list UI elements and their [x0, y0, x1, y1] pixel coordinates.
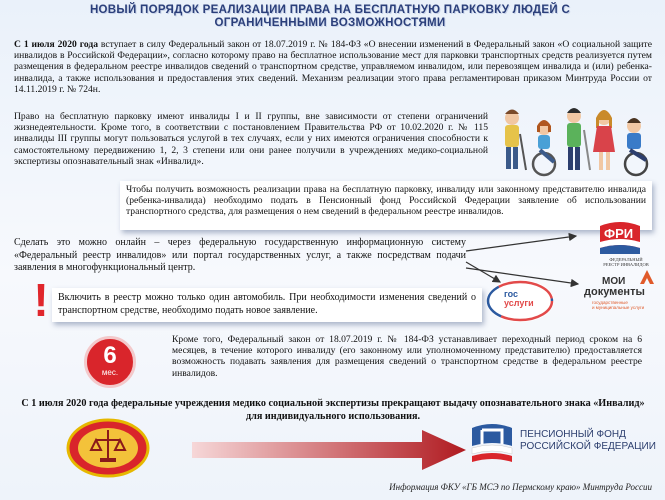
- intro-text: вступает в силу Федеральный закон от 18.07.2019 г. № 184-ФЗ «О внесении изменений в Федеральный закон «О социальной защите инвалидов в Российской Федерации», согласно которому право на бесплатное использование мест для парковки транспортных средств реализуется путем размещения в федеральном реестре инвалидов сведений о транспортном средстве, управляемом инвалидом, или перевозящем инвалида и (или) ребенка-инвалида, а также использования и предоставления этих сведений. Механизм реализации этого права регламентирован приказом Минтруда России от 14.11.2019 г. № 724н.: [14, 39, 652, 95]
- badge-unit: мес.: [101, 368, 119, 377]
- six-months-badge: [84, 336, 136, 388]
- intro-paragraph: [14, 39, 652, 95]
- application-paragraph: Чтобы получить возможность реализации права на бесплатную парковку, инвалиду или законному представителю инвалида (ребенка-инвалида) необходимо подать в Пенсионный фонд Российской Федерации заявление об использовании транспортного средства, для размещения о нем сведений в федеральном реестре инвалидов.: [126, 184, 646, 218]
- pension-fund-line2: РОССИЙСКОЙ ФЕДЕРАЦИИ: [520, 440, 656, 452]
- federal-registry-caption: [598, 257, 654, 267]
- intro-date: С 1 июля 2020 года: [14, 39, 98, 50]
- federal-registry-caption-line2: РЕЕСТР ИНВАЛИДОВ: [603, 262, 649, 267]
- arrow-to-gosuslugi: [466, 262, 500, 282]
- moi-dokumenty-caption: [592, 300, 644, 310]
- pension-fund-name: [520, 429, 660, 452]
- gosuslugi-logo: [486, 280, 554, 322]
- arrow-to-registry: [466, 236, 576, 251]
- exclamation-icon: !: [33, 274, 49, 326]
- online-paragraph: Сделать это можно онлайн – через федеральную государственную информационную систему «Федеральный реестр инвалидов» или портал государственных услуг, а также посредствам подачи заявления в многофункциональный центр.: [14, 237, 466, 274]
- badge-stop-paragraph: С 1 июля 2020 года федеральные учреждения медико социальной экспертизы прекращают выдачу опознавательного знака «Инвалид» для индивидуального использования.: [21, 398, 645, 422]
- moi-dokumenty-caption-line2: и муниципальные услуги: [592, 305, 645, 310]
- badge-number: 6: [103, 342, 117, 369]
- moi-dokumenty-icon: [638, 268, 656, 286]
- title-line-1: НОВЫЙ ПОРЯДОК РЕАЛИЗАЦИИ ПРАВА НА БЕСПЛАТНУЮ ПАРКОВКУ ЛЮДЕЙ С: [89, 4, 571, 16]
- arrow-to-pension-fund: [192, 428, 468, 472]
- eligibility-paragraph: Право на бесплатную парковку имеют инвалиды I и II группы, вне зависимости от степени ограничений жизнедеятельности. Кроме того, в соответствии с постановлением Правительства РФ от 10.02.2020 г. № 115 инвалиды III группы могут пользоваться услугой в тех случаях, если у них имеются ограничения способности к самостоятельному передвижению 1, 2, 3 степени или они ранее получили в учреждениях медико-социальной экспертизы опознавательный знак «Инвалид».: [14, 111, 488, 167]
- transition-paragraph: Кроме того, Федеральный закон от 18.07.2019 г. № 184-ФЗ устанавливает переходный период сроком на 6 месяцев, в течение которого инвалиду (его законному или уполномоченному представителю) предоставляется возможность подавать заявления для размещения сведений о транспортном средстве в федеральном реестре инвалидов.: [172, 334, 642, 379]
- gosuslugi-word2: услуги: [504, 298, 534, 308]
- moi-dokumenty-caption-line1: государственные: [592, 300, 628, 305]
- moi-dokumenty-word2: документы: [584, 286, 645, 298]
- federal-registry-caption-line1: ФЕДЕРАЛЬНЫЙ: [609, 257, 643, 262]
- mse-bureau-emblem: [66, 418, 150, 478]
- disabled-people-illustration: [496, 104, 656, 178]
- page-title: [80, 4, 580, 29]
- pension-fund-line1: ПЕНСИОННЫЙ ФОНД: [520, 429, 626, 440]
- pension-fund-logo: [468, 422, 516, 466]
- svg-text:ФРИ: ФРИ: [604, 226, 634, 241]
- moi-dokumenty-logo: [582, 268, 662, 314]
- single-car-paragraph: Включить в реестр можно только один автомобиль. При необходимости изменения сведений о транспортном средстве, необходимо подать новое заявление.: [58, 292, 476, 316]
- moi-dokumenty-word1: МОИ: [602, 276, 626, 287]
- source-footer: Информация ФКУ «ГБ МСЭ по Пермскому краю» Минтруда России: [389, 482, 652, 492]
- gosuslugi-word1: гос: [504, 289, 519, 299]
- title-line-2: ОГРАНИЧЕННЫМИ ВОЗМОЖНОСТЯМИ: [214, 16, 446, 29]
